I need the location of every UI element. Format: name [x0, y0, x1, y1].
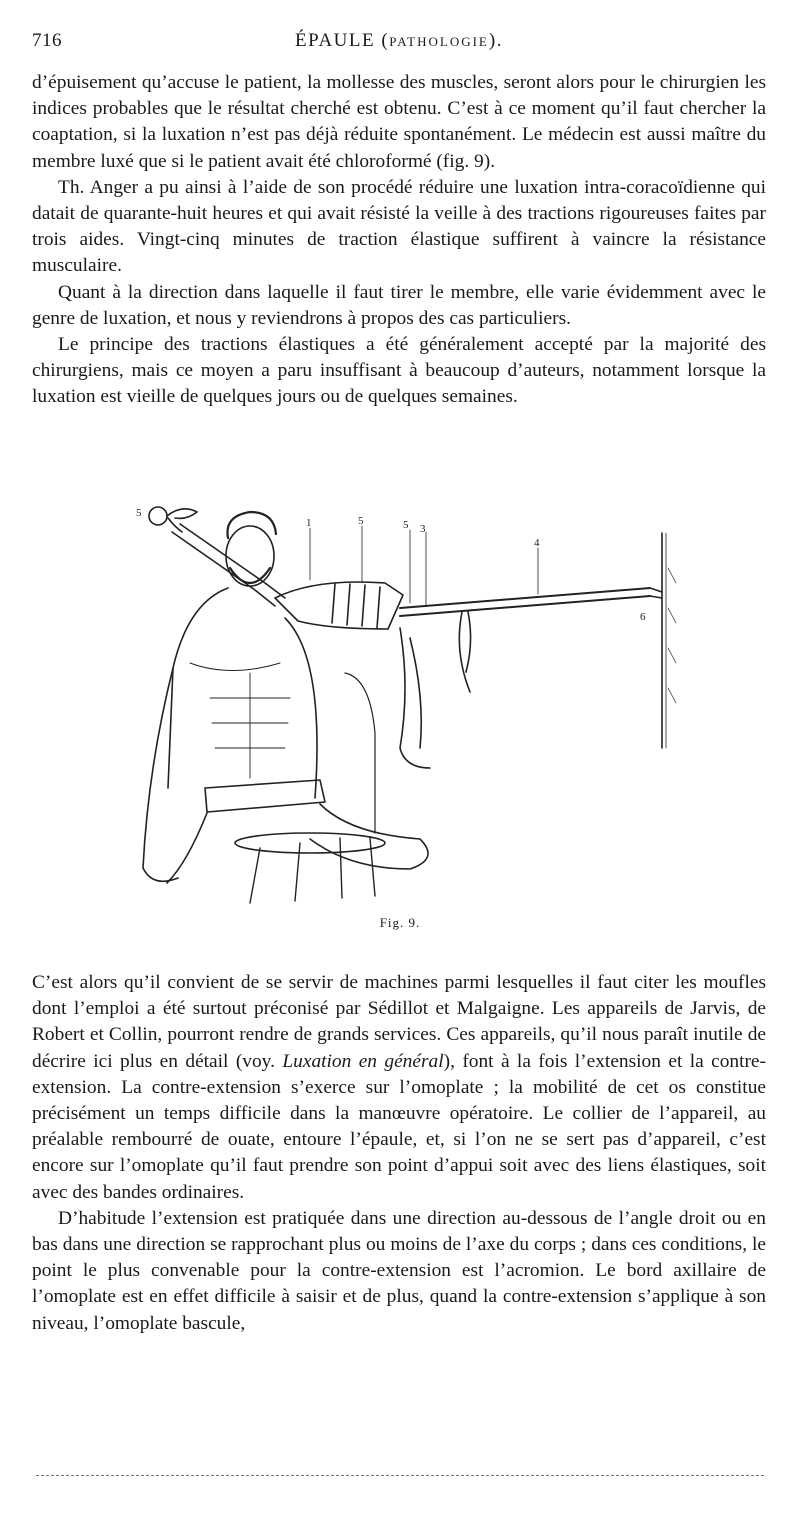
paragraph-5-start: C’est alors qu’il convient de se servir de machines parmi lesquelles il faut citer les moufles dont l’emploi a été surtout préconisé par Sédillot et Malgaigne. Les appareils de Jarvis, de Robert et Collin, pourront rendre de grands services. Ces appareils, qu’il nous paraît inutile de décrire ici plus en détail (voy.	[32, 972, 766, 1072]
figure-label-5-sleeve: 5	[403, 519, 409, 531]
figure-label-5-collar: 5	[358, 515, 364, 527]
paragraph-5-italic-reference: Luxation en général	[282, 1050, 444, 1072]
running-title-main: ÉPAULE (	[295, 30, 390, 51]
figure-label-1: 1	[306, 517, 312, 529]
paragraph-6: D’habitude l’extension est pratiquée dans une direction au-dessous de l’angle droit ou en bas dans une direction se rapprochant plus ou moins de l’axe du corps ; dans ces conditions, le point le plus convenable pour la contre-extension est l’acromion. Le bord axillaire de l’omoplate est en effet difficile à saisir et de plus, quand la contre-extension s’applique à son niveau, l’omoplate bascule,	[32, 1207, 766, 1334]
figure-illustration	[110, 488, 700, 908]
paragraph-3: Quant à la direction dans laquelle il faut tirer le membre, elle varie évidemment avec le genre de luxation, et nous y reviendrons à propos des cas particuliers.	[32, 281, 766, 329]
engraving-seated-man-traction	[110, 488, 700, 908]
running-title-subtitle: PATHOLOGIE	[389, 34, 489, 49]
page-header	[32, 30, 766, 58]
paragraph-1: d’épuisement qu’accuse le patient, la mollesse des muscles, seront alors pour le chirurgien les indices probables que le résultat cherché est obtenu. C’est à ce moment qu’il faut chercher la coaptation, si la luxation n’est pas déjà réduite spontanément. Le médecin est aussi maître du membre luxé que si le patient avait été chloroformé (fig. 9).	[32, 72, 766, 172]
footer-rule	[36, 1475, 764, 1476]
paragraph-2: Th. Anger a pu ainsi à l’aide de son procédé réduire une luxation intra-coracoïdienne qui datait de quarante-huit heures et qui avait résisté la veille à des tractions rigoureuses faites par trois aides. Vingt-cinq minutes de traction élastique suffirent à vaincre la résistance musculaire.	[32, 176, 766, 277]
paragraph-4: Le principe des tractions élastiques a été généralement accepté par la majorité des chirurgiens, mais ce moyen a paru insuffisant à beaucoup d’auteurs, notamment lorsque la luxation est vieille de quelques jours ou de quelques semaines.	[32, 334, 766, 408]
paragraph-5	[32, 970, 766, 1206]
paragraph-5-end: ), font à la fois l’extension et la contre-extension. La contre-extension s’exerce sur l’omoplate ; la mobilité de cet os constitue précisément un temps difficile dans la manœuvre opératoire. Le collier de l’appareil, au préalable rembourré de ouate, entoure l’épaule, et, si l’on ne se sert pas d’appareil, c’est encore sur l’omoplate qu’il faut prendre son point d’appui soit avec des liens élastiques, soit avec des bandes ordinaires.	[32, 1050, 766, 1203]
figure-label-4: 4	[534, 537, 540, 549]
figure-label-5-hook: 5	[136, 507, 142, 519]
running-title-end: ).	[488, 30, 503, 51]
page-number: 716	[32, 30, 62, 51]
figure-caption: Fig. 9.	[379, 915, 421, 930]
figure-label-3: 3	[420, 523, 426, 535]
figure-label-6: 6	[640, 611, 646, 623]
text-block-bottom	[32, 970, 766, 1337]
running-title	[32, 30, 766, 52]
text-block-top	[32, 70, 766, 411]
